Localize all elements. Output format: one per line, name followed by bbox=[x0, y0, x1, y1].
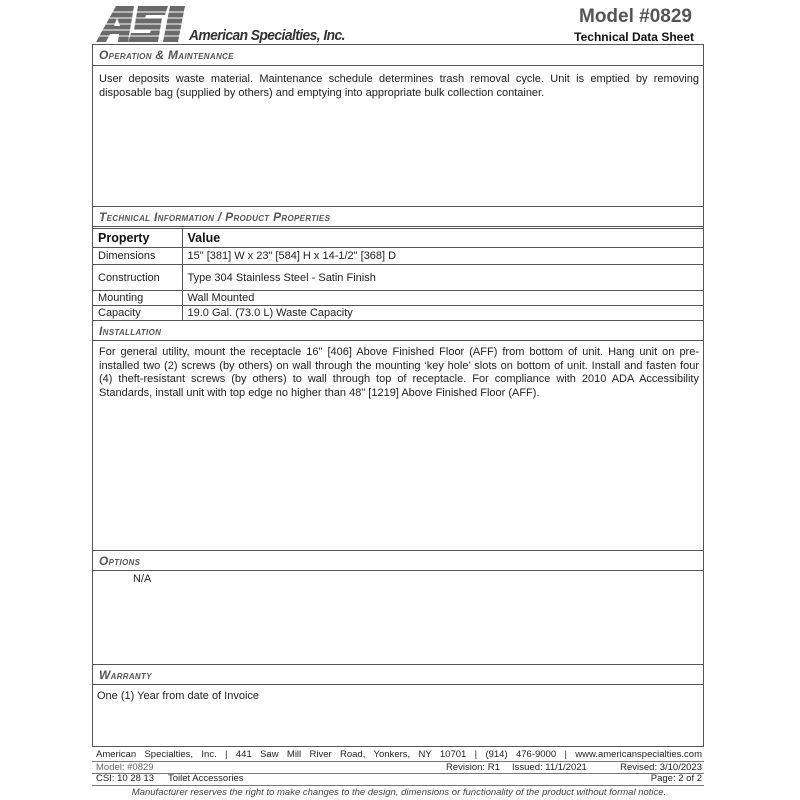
company-address: American Specialties, Inc. | 441 Saw Mill River Road, Yonkers, NY 10701 | (914) 476-9000 | www.americanspecialties.com bbox=[96, 749, 702, 760]
operation-text: User deposits waste material. Maintenance schedule determines trash removal cycle. Unit is emptied by removing disposable bag (supplied by others) and emptying into appropriate bulk collection container. bbox=[99, 73, 699, 99]
value-cell: Type 304 Stainless Steel - Satin Finish bbox=[182, 265, 703, 291]
footer-category: Toilet Accessories bbox=[168, 773, 244, 784]
technical-title: Technical Information / Product Properties bbox=[93, 206, 703, 227]
footer-csi-row bbox=[96, 773, 702, 785]
footer-csi: CSI: 10 28 13 bbox=[96, 773, 155, 784]
installation-title: Installation bbox=[93, 320, 703, 341]
operation-title: Operation & Maintenance bbox=[93, 45, 703, 66]
document-type: Technical Data Sheet bbox=[574, 30, 694, 44]
options-text: N/A bbox=[133, 573, 152, 585]
footer-divider bbox=[92, 785, 704, 786]
property-cell: Mounting bbox=[93, 291, 182, 306]
property-cell: Dimensions bbox=[93, 248, 182, 265]
footer-revision: Revision: R1 bbox=[446, 762, 500, 773]
table-row bbox=[93, 248, 703, 265]
column-header-property: Property bbox=[93, 229, 182, 248]
table-row bbox=[93, 306, 703, 321]
table-row bbox=[93, 265, 703, 291]
svg-text:ASI: ASI bbox=[94, 4, 96, 5]
warranty-title: Warranty bbox=[93, 664, 703, 685]
installation-text: For general utility, mount the receptacle 16" [406] Above Finished Floor (AFF) from bottom of unit. Hang unit on pre-installed two (2) screws (by others) on wall through the mounting ‘key hole’ slots on bottom of unit. Install and fasten four (4) theft-resistant screws (by others) to wall through top of receptacle. For compliance with 2010 ADA Accessibility Standards, install unit with top edge no higher than 48" [1219] Above Finished Floor (AFF). bbox=[99, 346, 699, 399]
footer-page: Page: 2 of 2 bbox=[650, 773, 702, 784]
company-name: American Specialties, Inc. bbox=[189, 27, 345, 44]
asi-logo bbox=[94, 4, 186, 44]
data-sheet-frame bbox=[92, 44, 704, 747]
property-cell: Capacity bbox=[93, 306, 182, 321]
footer-issued: Issued: 11/1/2021 bbox=[512, 762, 587, 773]
column-header-value: Value bbox=[182, 229, 703, 248]
page-header bbox=[92, 4, 704, 44]
options-title: Options bbox=[93, 550, 703, 571]
table-header-row bbox=[93, 229, 703, 248]
value-cell: 15" [381] W x 23" [584] H x 14-1/2" [368] D bbox=[182, 248, 703, 265]
footer-revised: Revised: 3/10/2023 bbox=[620, 762, 702, 773]
footer-disclaimer: Manufacturer reserves the right to make changes to the design, dimensions or functionality of the product without formal notice. bbox=[131, 787, 667, 798]
model-number: Model #0829 bbox=[579, 6, 692, 27]
table-row bbox=[93, 291, 703, 306]
warranty-text: One (1) Year from date of Invoice bbox=[97, 690, 260, 702]
value-cell: Wall Mounted bbox=[182, 291, 703, 306]
property-cell: Construction bbox=[93, 265, 182, 291]
properties-table bbox=[93, 228, 703, 321]
value-cell: 19.0 Gal. (73.0 L) Waste Capacity bbox=[182, 306, 703, 321]
footer-model: Model: #0829 bbox=[96, 762, 154, 773]
